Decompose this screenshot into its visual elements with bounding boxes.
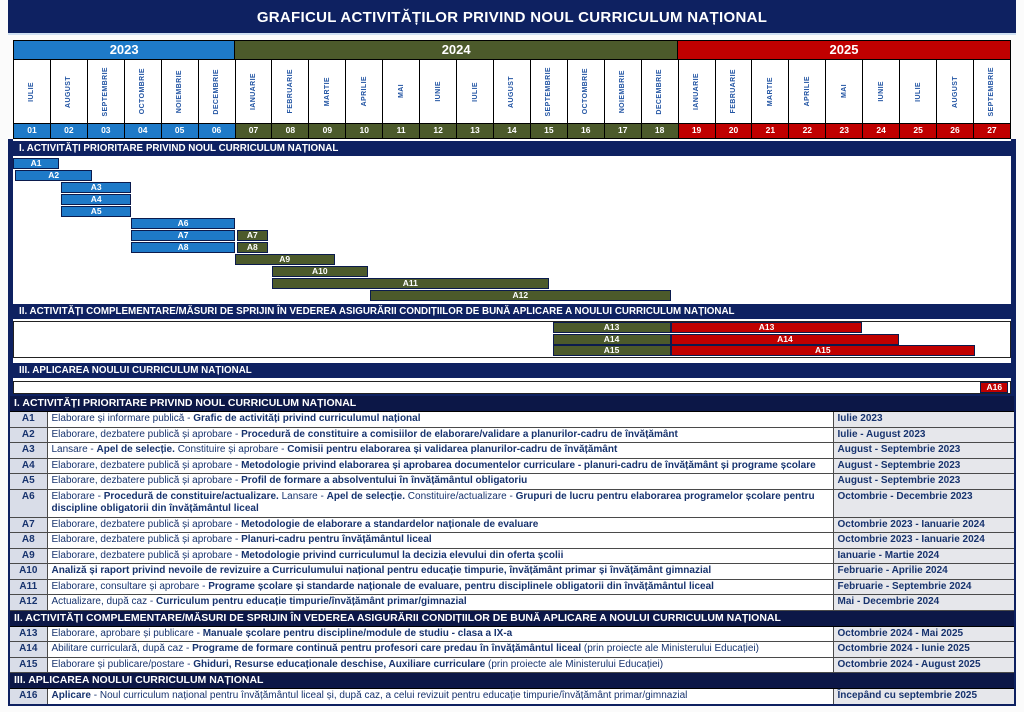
table-row-A8	[9, 533, 1015, 549]
month-number-row	[13, 124, 1011, 139]
month-num-03: 03	[88, 124, 125, 138]
activity-period: Octombrie 2024 - Iunie 2025	[833, 642, 1015, 658]
gantt-row-A5	[13, 206, 1011, 218]
activity-id: A12	[9, 595, 47, 611]
gantt-bar-A6: A6	[131, 218, 234, 229]
gantt-bar-A14: A14	[671, 334, 900, 345]
gantt-bar-A8: A8	[131, 242, 234, 253]
table-section-header-row	[9, 610, 1015, 626]
month-label: NOIEMBRIE	[619, 69, 627, 114]
month-label: IULIE	[471, 81, 479, 102]
gantt-bar-A9: A9	[235, 254, 335, 265]
gantt-bar-A2: A2	[15, 170, 93, 181]
activity-period: Octombrie 2023 - Ianuarie 2024	[833, 517, 1015, 533]
month-num-20: 20	[716, 124, 753, 138]
month-header-row	[13, 60, 1011, 124]
month-label: APRILIE	[803, 76, 811, 107]
activity-period: Octombrie 2024 - August 2025	[833, 657, 1015, 673]
gantt-bar-A12: A12	[370, 290, 671, 301]
month-cell-19	[679, 60, 716, 123]
month-num-15: 15	[531, 124, 568, 138]
gantt-bar-A3: A3	[61, 182, 131, 193]
gantt-row-A6	[13, 218, 1011, 230]
month-num-17: 17	[605, 124, 642, 138]
month-cell-17	[605, 60, 642, 123]
month-label: FEBRUARIE	[286, 69, 294, 114]
gantt-row-A14	[14, 334, 1010, 346]
gantt-row-A16	[14, 382, 1010, 394]
activity-id: A8	[9, 533, 47, 549]
month-num-18: 18	[642, 124, 679, 138]
activity-id: A13	[9, 626, 47, 642]
gantt-rows-section-ii	[13, 321, 1011, 358]
month-num-01: 01	[14, 124, 51, 138]
gantt-row-A2	[13, 170, 1011, 182]
month-label: IULIE	[28, 81, 36, 102]
month-cell-14	[494, 60, 531, 123]
gantt-section-i-header: I. ACTIVITĂȚI PRIORITARE PRIVIND NOUL CURRICULUM NAȚIONAL	[13, 141, 1011, 156]
table-row-A14	[9, 642, 1015, 658]
gantt-row-A11	[13, 278, 1011, 290]
table-section-header: II. ACTIVITĂȚI COMPLEMENTARE/MĂSURI DE SPRIJIN ÎN VEDEREA ASIGURĂRII CONDIȚIILOR DE BUNĂ APLICARE A NOULUI CURRICULUM NAȚIONAL	[9, 610, 1015, 626]
month-cell-20	[716, 60, 753, 123]
gantt-bar-A5: A5	[61, 206, 131, 217]
month-num-04: 04	[125, 124, 162, 138]
year-header-row	[13, 40, 1011, 60]
month-num-02: 02	[51, 124, 88, 138]
activity-id: A4	[9, 458, 47, 474]
month-cell-04	[125, 60, 162, 123]
activity-period: Începând cu septembrie 2025	[833, 689, 1015, 705]
activity-period: Februarie - Septembrie 2024	[833, 579, 1015, 595]
gantt-section-ii-header: II. ACTIVITĂȚI COMPLEMENTARE/MĂSURI DE SPRIJIN ÎN VEDEREA ASIGURĂRII CONDIȚIILOR DE BUNĂ APLICARE A NOULUI CURRICULUM NAȚIONAL	[13, 304, 1011, 319]
gantt-row-A4	[13, 194, 1011, 206]
month-cell-05	[162, 60, 199, 123]
month-num-05: 05	[162, 124, 199, 138]
table-row-A12	[9, 595, 1015, 611]
gantt-bar-A7: A7	[237, 230, 268, 241]
month-cell-25	[900, 60, 937, 123]
activity-period: Mai - Decembrie 2024	[833, 595, 1015, 611]
table-section-header: III. APLICAREA NOULUI CURRICULUM NAȚIONAL	[9, 673, 1015, 689]
gantt-row-A7	[13, 230, 1011, 242]
activity-id: A1	[9, 412, 47, 428]
gantt-bar-A10: A10	[272, 266, 368, 277]
activities-table	[8, 394, 1016, 706]
month-num-06: 06	[199, 124, 236, 138]
month-label: IUNIE	[877, 81, 885, 102]
gantt-bar-A13: A13	[553, 322, 671, 333]
table-row-A13	[9, 626, 1015, 642]
month-cell-01	[14, 60, 51, 123]
activity-period: August - Septembrie 2023	[833, 458, 1015, 474]
gantt-rows-section-i	[13, 158, 1011, 302]
activity-period: Iulie - August 2023	[833, 427, 1015, 443]
month-num-23: 23	[826, 124, 863, 138]
table-row-A5	[9, 474, 1015, 490]
table-row-A6	[9, 489, 1015, 517]
month-cell-13	[457, 60, 494, 123]
activity-period: Ianuarie - Martie 2024	[833, 548, 1015, 564]
table-row-A2	[9, 427, 1015, 443]
activity-description: Aplicare - Noul curriculum național pentru învățământul liceal și, după caz, a celui revizuit pentru educație timpurie/învățământ primar/gimnazial	[47, 689, 833, 705]
table-row-A11	[9, 579, 1015, 595]
month-num-19: 19	[679, 124, 716, 138]
month-label: OCTOMBRIE	[139, 68, 147, 115]
month-label: IANUARIE	[249, 72, 257, 111]
activity-description: Elaborare și publicare/postare - Ghiduri, Resurse educaționale deschise, Auxiliare curriculare (prin proiecte ale Ministerului Educației)	[47, 657, 833, 673]
activity-period: Februarie - Aprilie 2024	[833, 564, 1015, 580]
year-cell-2023: 2023	[14, 41, 235, 59]
table-row-A3	[9, 443, 1015, 459]
month-cell-07	[236, 60, 273, 123]
activity-period: August - Septembrie 2023	[833, 443, 1015, 459]
gantt-bar-A15: A15	[671, 345, 975, 356]
month-num-09: 09	[309, 124, 346, 138]
month-num-16: 16	[568, 124, 605, 138]
activity-id: A2	[9, 427, 47, 443]
month-label: AUGUST	[65, 75, 73, 108]
table-row-A16	[9, 689, 1015, 705]
month-num-14: 14	[494, 124, 531, 138]
month-label: NOIEMBRIE	[176, 69, 184, 114]
activity-id: A14	[9, 642, 47, 658]
month-label: IULIE	[914, 81, 922, 102]
gantt-bar-A15: A15	[553, 345, 671, 356]
month-cell-02	[51, 60, 88, 123]
month-num-24: 24	[863, 124, 900, 138]
gantt-row-A9	[13, 254, 1011, 266]
table-row-A4	[9, 458, 1015, 474]
month-label: SEPTEMBRIE	[102, 66, 110, 117]
month-label: DECEMBRIE	[213, 68, 221, 115]
activity-id: A3	[9, 443, 47, 459]
month-label: OCTOMBRIE	[582, 68, 590, 115]
year-cell-2025: 2025	[678, 41, 1010, 59]
gantt-bar-A14: A14	[553, 334, 671, 345]
month-cell-27	[974, 60, 1010, 123]
gantt-bar-A13: A13	[671, 322, 863, 333]
table-row-A9	[9, 548, 1015, 564]
gantt-row-A12	[13, 290, 1011, 302]
activity-description: Elaborare, dezbatere publică și aprobare - Metodologie privind elaborarea și aprobarea documentelor curriculare - planuri-cadru de învățământ și programe școlare	[47, 458, 833, 474]
gantt-bar-A8: A8	[237, 242, 268, 253]
month-num-25: 25	[900, 124, 937, 138]
month-label: SEPTEMBRIE	[545, 66, 553, 117]
activity-id: A15	[9, 657, 47, 673]
activity-description: Elaborare - Procedură de constituire/actualizare. Lansare - Apel de selecție. Constituire/actualizare - Grupuri de lucru pentru elaborarea programelor școlare pentru discipline obligatorii din învățământul liceal	[47, 489, 833, 517]
activity-period: August - Septembrie 2023	[833, 474, 1015, 490]
gantt-row-A8	[13, 242, 1011, 254]
month-num-07: 07	[236, 124, 273, 138]
table-section-header: I. ACTIVITĂȚI PRIORITARE PRIVIND NOUL CURRICULUM NAȚIONAL	[9, 395, 1015, 412]
month-label: APRILIE	[360, 76, 368, 107]
month-cell-26	[937, 60, 974, 123]
activity-description: Analiză și raport privind nevoile de revizuire a Curriculumului național pentru educație timpurie, învățământ primar și învățământ gimnazial	[47, 564, 833, 580]
month-label: MARTIE	[323, 76, 331, 107]
activity-description: Actualizare, după caz - Curriculum pentru educație timpurie/învățământ primar/gimnazial	[47, 595, 833, 611]
month-num-27: 27	[974, 124, 1010, 138]
gantt-bar-A11: A11	[272, 278, 549, 289]
month-num-12: 12	[420, 124, 457, 138]
table-section-header-row	[9, 395, 1015, 412]
activity-id: A11	[9, 579, 47, 595]
month-cell-15	[531, 60, 568, 123]
month-num-11: 11	[383, 124, 420, 138]
activity-description: Elaborare, dezbatere publică și aprobare - Procedură de constituire a comisiilor de elaborare/validare a planurilor-cadru de învățământ	[47, 427, 833, 443]
table-row-A1	[9, 412, 1015, 428]
activity-description: Abilitare curriculară, după caz - Programe de formare continuă pentru profesori care predau în învățământul liceal (prin proiecte ale Ministerului Educației)	[47, 642, 833, 658]
table-section-header-row	[9, 673, 1015, 689]
month-label: DECEMBRIE	[656, 68, 664, 115]
activity-id: A9	[9, 548, 47, 564]
gantt-row-A1	[13, 158, 1011, 170]
activity-id: A5	[9, 474, 47, 490]
activity-period: Octombrie 2024 - Mai 2025	[833, 626, 1015, 642]
gantt-bar-A1: A1	[13, 158, 59, 169]
gantt-rows-section-iii	[13, 381, 1011, 395]
month-cell-18	[642, 60, 679, 123]
gantt-row-A15	[14, 345, 1010, 357]
gantt-bar-A7: A7	[131, 230, 234, 241]
gantt-row-A13	[14, 322, 1010, 334]
activity-description: Elaborare, aprobare și publicare - Manuale școlare pentru discipline/module de studiu - clasa a IX-a	[47, 626, 833, 642]
month-cell-03	[88, 60, 125, 123]
month-cell-10	[346, 60, 383, 123]
page-title: GRAFICUL ACTIVITĂȚILOR PRIVIND NOUL CURRICULUM NAȚIONAL	[8, 0, 1016, 35]
month-cell-12	[420, 60, 457, 123]
month-num-21: 21	[752, 124, 789, 138]
activity-period: Octombrie - Decembrie 2023	[833, 489, 1015, 517]
month-cell-21	[752, 60, 789, 123]
gantt-row-A10	[13, 266, 1011, 278]
gantt-row-A3	[13, 182, 1011, 194]
month-num-22: 22	[789, 124, 826, 138]
activity-description: Elaborare, dezbatere publică și aprobare - Profil de formare a absolventului în învățământul obligatoriu	[47, 474, 833, 490]
activity-description: Elaborare, dezbatere publică și aprobare - Metodologie de elaborare a standardelor naționale de evaluare	[47, 517, 833, 533]
month-cell-23	[826, 60, 863, 123]
month-num-26: 26	[937, 124, 974, 138]
activity-id: A7	[9, 517, 47, 533]
activity-period: Octombrie 2023 - Ianuarie 2024	[833, 533, 1015, 549]
activity-id: A10	[9, 564, 47, 580]
activity-id: A16	[9, 689, 47, 705]
month-label: AUGUST	[508, 75, 516, 108]
month-cell-22	[789, 60, 826, 123]
month-num-10: 10	[346, 124, 383, 138]
year-cell-2024: 2024	[235, 41, 678, 59]
month-label: MAI	[397, 84, 405, 99]
month-label: MARTIE	[766, 76, 774, 107]
gantt-section-iii-header: III. APLICAREA NOULUI CURRICULUM NAȚIONAL	[13, 363, 1011, 378]
activity-description: Lansare - Apel de selecție. Constituire și aprobare - Comisii pentru elaborarea și validarea planurilor-cadru de învățământ	[47, 443, 833, 459]
month-label: MAI	[840, 84, 848, 99]
activity-description: Elaborare și informare publică - Grafic de activități privind curriculumul național	[47, 412, 833, 428]
month-label: AUGUST	[951, 75, 959, 108]
activity-description: Elaborare, consultare și aprobare - Programe școlare și standarde naționale de evaluare, pentru disciplinele obligatorii din învățământul liceal	[47, 579, 833, 595]
activity-id: A6	[9, 489, 47, 517]
table-row-A15	[9, 657, 1015, 673]
activity-description: Elaborare, dezbatere publică și aprobare - Planuri-cadru pentru învățământul liceal	[47, 533, 833, 549]
activity-description: Elaborare, dezbatere publică și aprobare - Metodologie privind curriculumul la decizia elevului din oferta școlii	[47, 548, 833, 564]
month-num-08: 08	[272, 124, 309, 138]
table-row-A7	[9, 517, 1015, 533]
month-label: SEPTEMBRIE	[988, 66, 996, 117]
month-cell-06	[199, 60, 236, 123]
month-label: FEBRUARIE	[729, 69, 737, 114]
month-cell-08	[272, 60, 309, 123]
gantt-area	[8, 139, 1016, 394]
month-cell-16	[568, 60, 605, 123]
table-row-A10	[9, 564, 1015, 580]
month-cell-11	[383, 60, 420, 123]
month-cell-09	[309, 60, 346, 123]
month-label: IUNIE	[434, 81, 442, 102]
activity-period: Iulie 2023	[833, 412, 1015, 428]
gantt-bar-A4: A4	[61, 194, 131, 205]
month-num-13: 13	[457, 124, 494, 138]
gantt-bar-A16: A16	[980, 382, 1008, 393]
month-label: IANUARIE	[693, 72, 701, 111]
month-cell-24	[863, 60, 900, 123]
